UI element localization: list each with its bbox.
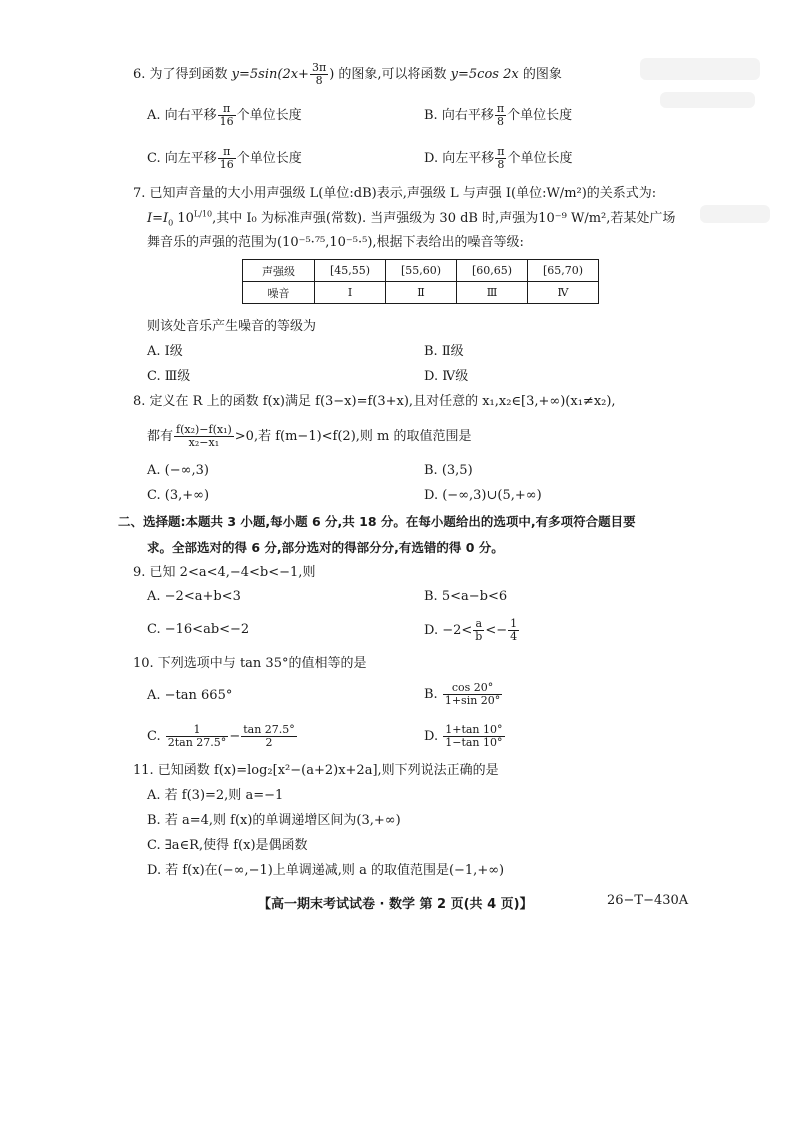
table-header-noise: 噪音	[243, 282, 315, 304]
q6-option-a: A. 向右平移 $\frac{\pi}{16}$ 个单位长度	[147, 102, 302, 128]
table-header-intensity: 声强级	[243, 260, 315, 282]
q8-option-c: C. (3,+∞)	[147, 488, 210, 503]
q7-option-b: B. Ⅱ级	[424, 344, 464, 359]
table-cell: Ⅱ	[386, 282, 457, 304]
q7-line3: 舞音乐的声强的范围为(10⁻⁵·⁷⁵,10⁻⁵·⁵),根据下表给出的噪音等级:	[147, 235, 524, 250]
q8-option-d: D. (−∞,3)∪(5,+∞)	[424, 488, 542, 503]
q10-option-d: D. $\frac{1+\tan 10^\circ}{1-\tan 10^\circ}$	[424, 723, 503, 749]
bleed-through-mark	[640, 58, 760, 80]
q9-option-c: C. −16<ab<−2	[147, 622, 250, 637]
q7-line2: $I=I_0$ $10^{L/10}$,其中 I₀ 为标准声强(常数). 当声强级为 30 dB 时,声强为10⁻⁹ W/m²,若某处广场	[147, 209, 676, 228]
q9-option-b: B. 5<a−b<6	[424, 589, 508, 604]
table-cell: [45,55)	[315, 260, 386, 282]
q6-option-b: B. 向右平移 $\frac{\pi}{8}$ 个单位长度	[424, 102, 573, 128]
table-cell: Ⅲ	[457, 282, 528, 304]
noise-level-table	[242, 259, 599, 304]
q10-option-a: A. −tan 665°	[147, 688, 233, 703]
q7-option-d: D. Ⅳ级	[424, 369, 469, 384]
page-footer-code: 26−T−430A	[607, 893, 689, 908]
q11-option-a: A. 若 f(3)=2,则 a=−1	[147, 788, 284, 803]
q11-option-d: D. 若 f(x)在(−∞,−1)上单调递减,则 a 的取值范围是(−1,+∞)	[147, 863, 505, 878]
q7-line1: 7. 已知声音量的大小用声强级 L(单位:dB)表示,声强级 L 与声强 I(单位:W/m²)的关系式为:	[133, 186, 657, 201]
q6-option-d: D. 向左平移 $\frac{\pi}{8}$ 个单位长度	[424, 145, 573, 171]
q11-option-b: B. 若 a=4,则 f(x)的单调递增区间为(3,+∞)	[147, 813, 401, 828]
bleed-through-mark	[660, 92, 755, 108]
bleed-through-mark	[700, 205, 770, 223]
q7-question: 则该处音乐产生噪音的等级为	[147, 319, 317, 334]
q7-option-c: C. Ⅲ级	[147, 369, 191, 384]
q11-stem: 11. 已知函数 f(x)=log₂[x²−(a+2)x+2a],则下列说法正确的是	[133, 763, 499, 778]
page-footer-title: 【高一期末考试试卷 · 数学 第 2 页(共 4 页)】	[258, 897, 533, 912]
q8-frac: $\frac{\text{f(x₂)−f(x₁)}}{\text{x₂−x₁}}$	[176, 423, 232, 449]
q9-stem: 9. 已知 2<a<4,−4<b<−1,则	[133, 565, 316, 580]
q6-stem: 6. 为了得到函数 y=5sin(2x+ $\frac{3\pi}{8}$ ) 的图象,可以将函数 y=5cos 2x 的图象	[133, 61, 562, 87]
table-cell: Ⅳ	[528, 282, 599, 304]
table-cell: [65,70)	[528, 260, 599, 282]
q10-option-c: C. $\frac{1}{2\tan 27.5^\circ}$ − $\frac{\tan 27.5^\circ}{2}$	[147, 723, 295, 749]
section2-header-line2: 求。全部选对的得 6 分,部分选对的得部分分,有选错的得 0 分。	[147, 540, 504, 555]
q9-option-a: A. −2<a+b<3	[147, 589, 241, 604]
q10-option-b: B. $\frac{\cos 20^\circ}{1+\sin 20^\circ}$	[424, 681, 501, 707]
q6-option-c: C. 向左平移 $\frac{\pi}{16}$ 个单位长度	[147, 145, 302, 171]
q6-frac: $\frac{3\pi}{8}$	[311, 61, 327, 87]
q8-line2: 都有 $\frac{\text{f(x₂)−f(x₁)}}{\text{x₂−x₁}}$ >0,若 f(m−1)<f(2),则 m 的取值范围是	[147, 423, 472, 449]
table-cell: [60,65)	[457, 260, 528, 282]
q8-option-a: A. (−∞,3)	[147, 463, 209, 478]
q11-option-c: C. ∃a∈R,使得 f(x)是偶函数	[147, 838, 308, 853]
q8-option-b: B. (3,5)	[424, 463, 473, 478]
q7-option-a: A. Ⅰ级	[147, 344, 183, 359]
table-cell: [55,60)	[386, 260, 457, 282]
section2-header-line1: 二、选择题:本题共 3 小题,每小题 6 分,共 18 分。在每小题给出的选项中,有多项符合题目要	[118, 514, 636, 529]
q8-line1: 8. 定义在 R 上的函数 f(x)满足 f(3−x)=f(3+x),且对任意的 x₁,x₂∈[3,+∞)(x₁≠x₂),	[133, 394, 616, 409]
q9-option-d: D. −2< $\frac{a}{b}$ <− $\frac{1}{4}$	[424, 617, 518, 643]
table-cell: Ⅰ	[315, 282, 386, 304]
q10-stem: 10. 下列选项中与 tan 35°的值相等的是	[133, 656, 367, 671]
